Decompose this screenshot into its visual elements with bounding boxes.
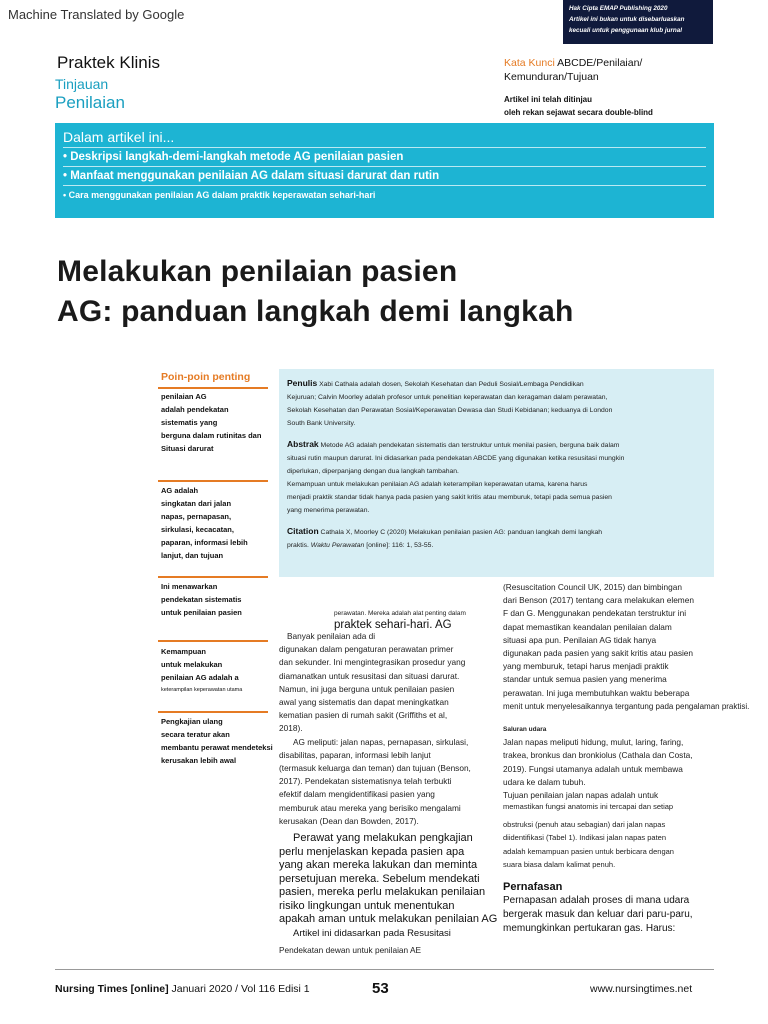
body-line: Jalan napas meliputi hidung, mulut, laring, faring, xyxy=(503,737,684,748)
body-line: apakah aman untuk melakukan penilaian AG xyxy=(279,913,498,926)
machine-translation-banner: Machine Translated by Google xyxy=(8,7,185,22)
key-point-line: sistematis yang xyxy=(161,418,218,427)
key-point-line: keterampilan keperawatan utama xyxy=(161,687,243,693)
authors-label: Penulis xyxy=(287,378,318,388)
abstract-text: Metode AG adalah pendekatan sistematis dan terstruktur untuk menilai pasien, berguna baik dalam xyxy=(318,442,620,449)
authors-paragraph xyxy=(287,377,706,430)
body-line: risiko lingkungan untuk menentukan xyxy=(279,899,455,912)
keywords xyxy=(504,56,714,84)
article-title-line: Melakukan penilaian pasien xyxy=(57,255,458,288)
authors-text: Sekolah Kesehatan dan Perawatan Sosial/Keperawatan Dewasa dan Studi Kebidanan; keduanya di London xyxy=(287,407,613,414)
body-line: efektif dalam mengidentifikasi pasien yang xyxy=(279,789,435,800)
body-line: digunakan pada pasien yang sakit kritis atau pasien xyxy=(503,648,694,659)
body-line: Banyak penilaian ada di xyxy=(287,631,376,641)
body-line: yang memburuk, tetapi harus menjadi praktik xyxy=(503,661,669,672)
body-line: F dan G. Menggunakan pendekatan terstruktur ini xyxy=(503,608,687,619)
key-point-line: kerusakan lebih awal xyxy=(161,756,237,765)
key-point-line: singkatan dari jalan xyxy=(161,499,232,508)
keywords-line-1: ABCDE/Penilaian/ xyxy=(554,57,643,69)
in-this-article-item: • Deskripsi langkah-demi-langkah metode AG penilaian pasien xyxy=(63,147,706,166)
body-line: disabilitas, paparan, informasi lebih lanjut xyxy=(279,749,431,760)
body-line: diamanatkan untuk resusitasi dan situasi darurat. xyxy=(279,670,460,681)
key-point-line: secara teratur akan xyxy=(161,730,230,739)
body-line: yang akan mereka lakukan dan meminta xyxy=(279,859,478,872)
key-point xyxy=(161,390,271,455)
key-point-line: membantu perawat mendeteksi xyxy=(161,743,273,752)
body-line: (termasuk keluarga dan teman) dan tujuan (Benson, xyxy=(279,763,471,774)
key-points-rule xyxy=(158,480,268,482)
key-point xyxy=(161,484,271,562)
key-point xyxy=(161,645,271,697)
in-this-article-title: Dalam artikel ini... xyxy=(63,129,175,145)
abstract-text: menjadi praktik standar tidak hanya pada pasien yang sakit kritis atau memburuk, tetapi pada semua pasien xyxy=(287,494,612,501)
overlap-text-small: perawatan. Mereka adalah alat penting dalam xyxy=(334,610,466,617)
section-label: Praktek Klinis xyxy=(57,53,160,72)
body-line: diidentifikasi (Tabel 1). Indikasi jalan napas paten xyxy=(503,833,667,843)
abstract-text: situasi rutin maupun darurat. Ini didasarkan pada pendekatan ABCDE yang digunakan ketika resusitasi mungkin xyxy=(287,455,625,462)
section-sub-review: Tinjauan xyxy=(55,76,109,92)
citation-journal: Waktu Perawatan xyxy=(310,542,365,549)
authors-text: Kejuruan; Calvin Moorley adalah profesor untuk penelitian keperawatan dan keragaman dalam perawatan, xyxy=(287,394,608,401)
airway-heading: Saluran udara xyxy=(503,726,547,734)
breathing-heading: Pernafasan xyxy=(503,881,563,894)
body-line: perawatan. Ini juga membutuhkan waktu beberapa xyxy=(503,687,690,698)
citation-label: Citation xyxy=(287,526,319,536)
key-point-line: sirkulasi, kecacatan, xyxy=(161,525,234,534)
body-line: dari Benson (2017) tentang cara melakukan elemen xyxy=(503,595,694,606)
body-line: adalah kemampuan pasien untuk berbicara dengan xyxy=(503,846,674,856)
in-this-article-box xyxy=(55,123,714,218)
footer-journal-info xyxy=(55,983,310,995)
abstract-panel xyxy=(279,369,714,577)
citation-text: Cathala X, Moorley C (2020) Melakukan penilaian pasien AG: panduan langkah demi langkah xyxy=(318,529,603,536)
body-line: awal yang sistematis dan dapat meningkatkan xyxy=(279,697,449,708)
article-title-line: AG: panduan langkah demi langkah xyxy=(57,295,574,328)
key-point-line: adalah pendekatan xyxy=(161,405,229,414)
key-point-line: pendekatan sistematis xyxy=(161,595,242,604)
body-line: standar untuk semua pasien yang menerima xyxy=(503,674,667,685)
body-line: digunakan dalam pengaturan perawatan primer xyxy=(279,644,454,655)
key-point-line: Ini menawarkan xyxy=(161,582,218,591)
abstract-text: yang menerima perawatan. xyxy=(287,507,370,514)
copyright-line: Hak Cipta EMAP Publishing 2020 xyxy=(569,5,668,12)
keywords-line-2: Kemunduran/Tujuan xyxy=(504,71,599,83)
citation-paragraph xyxy=(287,525,706,552)
key-points-heading: Poin-poin penting xyxy=(161,371,251,383)
authors-text: South Bank University. xyxy=(287,420,356,427)
footer-url: www.nursingtimes.net xyxy=(590,983,693,995)
abstract-label: Abstrak xyxy=(287,439,319,449)
peer-review-note xyxy=(504,93,714,119)
key-point-line: AG adalah xyxy=(161,486,199,495)
key-points-rule xyxy=(158,711,268,713)
abstract-text: diperlukan, diperpanjang dengan dua langkah tambahan. xyxy=(287,468,459,475)
key-points-rule xyxy=(158,640,268,642)
body-line: 2017). Pendekatan sistematisnya telah terbukti xyxy=(279,776,452,787)
body-line: pasien, mereka perlu melakukan penilaian xyxy=(279,886,486,899)
peer-review-line: Artikel ini telah ditinjau xyxy=(504,95,593,104)
key-point-line: lanjut, dan tujuan xyxy=(161,551,224,560)
body-line: bergerak masuk dan keluar dari paru-paru, xyxy=(503,909,693,921)
section-sub-assessment: Penilaian xyxy=(55,93,125,112)
body-line: situasi apa pun. Penilaian AG tidak hanya xyxy=(503,634,657,645)
page-number: 53 xyxy=(372,980,389,997)
body-line: memungkinkan pertukaran gas. Harus: xyxy=(503,923,676,935)
article-title xyxy=(57,252,757,332)
body-line: kerusakan (Dean dan Bowden, 2017). xyxy=(279,815,419,826)
copyright-box xyxy=(563,0,713,44)
key-points-rule xyxy=(158,387,268,389)
peer-review-line: oleh rekan sejawat secara double-blind xyxy=(504,108,653,117)
body-line: menit untuk menyelesaikannya tergantung pada pengalaman praktisi. xyxy=(503,701,750,711)
body-column-left xyxy=(279,630,498,957)
authors-text: Xabi Cathala adalah dosen, Sekolah Kesehatan dan Peduli Sosial/Lembaga Pendidikan xyxy=(317,381,584,388)
body-line: kematian pasien di rumah sakit (Griffiths et al, xyxy=(279,710,448,721)
footer-journal: Nursing Times [online] xyxy=(55,983,169,995)
body-column-right xyxy=(503,581,768,936)
body-line: Artikel ini didasarkan pada Resusitasi xyxy=(293,927,451,939)
key-point-line: Pengkajian ulang xyxy=(161,717,223,726)
citation-text: praktis. xyxy=(287,542,311,549)
key-point-line: penilaian AG xyxy=(161,392,207,401)
body-large-text xyxy=(279,832,498,940)
key-point-line: berguna dalam rutinitas dan xyxy=(161,431,262,440)
body-line: 2018). xyxy=(279,723,303,734)
key-point-line: untuk melakukan xyxy=(161,660,223,669)
key-point xyxy=(161,715,271,767)
body-line: 2019). Fungsi utamanya adalah untuk membawa xyxy=(503,763,683,774)
body-line: persetujuan mereka. Sebelum mendekati xyxy=(279,872,480,885)
body-line: perlu menjelaskan kepada pasien apa xyxy=(279,845,465,858)
key-point xyxy=(161,580,271,619)
key-point-line: untuk penilaian pasien xyxy=(161,608,242,617)
body-line: Pernapasan adalah proses di mana udara xyxy=(503,895,690,907)
copyright-line: Artikel ini bukan untuk disebarluaskan xyxy=(569,16,685,23)
copyright-line: kecuali untuk penggunaan klub jurnal xyxy=(569,27,683,34)
body-line: Namun, ini juga berguna untuk penilaian pasien xyxy=(279,683,455,694)
body-line: suara biasa dalam kalimat penuh. xyxy=(503,859,616,869)
footer-rule xyxy=(55,969,714,970)
footer-issue: Januari 2020 / Vol 116 Edisi 1 xyxy=(168,983,310,995)
body-line: Pendekatan dewan untuk penilaian AE xyxy=(279,945,422,956)
key-point-line: penilaian AG adalah a xyxy=(161,673,239,682)
body-line: dapat memastikan keandalan penilaian dalam xyxy=(503,621,672,632)
body-line: memburuk atau mereka yang berisiko mengalami xyxy=(279,802,461,813)
keywords-label: Kata Kunci xyxy=(504,57,555,69)
body-line: obstruksi (penuh atau sebagian) dari jalan napas xyxy=(503,820,666,830)
body-line: trakea, bronkus dan bronkiolus (Cathala dan Costa, xyxy=(503,750,693,761)
body-line: (Resuscitation Council UK, 2015) dan bimbingan xyxy=(503,582,682,592)
overlap-text-big: praktek sehari-hari. AG xyxy=(334,619,452,631)
key-points-rule xyxy=(158,576,268,578)
body-line: Tujuan penilaian jalan napas adalah untuk xyxy=(503,790,659,801)
abstract-text: Kemampuan untuk melakukan penilaian AG adalah keterampilan keperawatan utama, karena harus xyxy=(287,481,588,488)
body-line: dan sekunder. Ini mengintegrasikan prosedur yang xyxy=(279,657,466,668)
key-point-line: paparan, informasi lebih xyxy=(161,538,248,547)
citation-text: [online]: 116: 1, 53-55. xyxy=(364,542,434,549)
key-point-line: napas, pernapasan, xyxy=(161,512,232,521)
body-line: AG meliputi: jalan napas, pernapasan, sirkulasi, xyxy=(293,736,469,747)
key-point-line: Situasi darurat xyxy=(161,444,214,453)
in-this-article-item: • Cara menggunakan penilaian AG dalam praktik keperawatan sehari-hari xyxy=(63,185,706,204)
body-line: udara ke dalam tubuh. xyxy=(503,776,586,787)
breathing-text xyxy=(503,894,768,936)
body-line: Perawat yang melakukan pengkajian xyxy=(293,832,473,845)
body-line: memastikan fungsi anatomis ini tercapai dan setiap xyxy=(503,802,674,812)
in-this-article-item: • Manfaat menggunakan penilaian AG dalam situasi darurat dan rutin xyxy=(63,166,706,185)
key-point-line: Kemampuan xyxy=(161,647,207,656)
abstract-paragraph xyxy=(287,438,706,517)
